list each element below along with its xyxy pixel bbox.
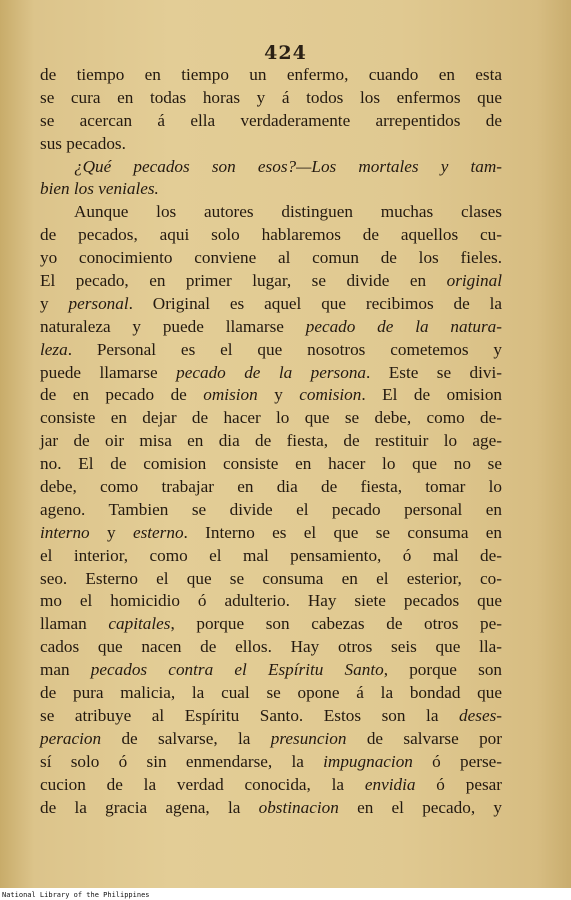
text-line: [40, 293, 502, 316]
text-line: [40, 270, 502, 293]
italic-text: leza: [40, 339, 68, 359]
text-line: [40, 133, 502, 156]
text-line: [40, 751, 502, 774]
italic-text: pecados contra el Espíritu Santo: [90, 660, 384, 680]
italic-text: original: [446, 271, 502, 291]
text-line: [40, 568, 502, 591]
page-number: 424: [264, 42, 307, 64]
text-line: [40, 545, 502, 568]
text-line: [40, 682, 502, 705]
italic-text: envidia: [364, 774, 416, 794]
text-segment: jar de oir misa en dia de fiesta, de restituir lo age-: [40, 431, 502, 451]
text-segment: debe, como trabajar en dia de fiesta, tomar lo: [40, 477, 502, 497]
text-segment: ó pesar: [415, 774, 502, 794]
text-segment: ageno. Tambien se divide el pecado personal en: [40, 499, 502, 519]
text-segment: de salvarse por: [346, 728, 503, 748]
text-segment: , porque son: [383, 660, 503, 680]
text-segment: de pecados, aqui solo hablaremos de aquellos cu-: [40, 225, 502, 245]
text-line: [40, 339, 502, 362]
text-line: [40, 156, 502, 179]
text-line: [40, 499, 502, 522]
text-segment: se acercan á ella verdaderamente arrepentidos de: [40, 110, 502, 130]
library-footer: National Library of the Philippines: [2, 891, 150, 899]
text-segment: puede llamarse: [40, 362, 177, 382]
text-segment: de tiempo en tiempo un enfermo, cuando en esta: [40, 65, 502, 84]
text-segment: se atribuye al Espíritu Santo. Estos son la: [40, 705, 460, 725]
text-segment: y: [89, 522, 133, 542]
italic-text: deses-: [459, 705, 502, 725]
text-line: [40, 613, 502, 636]
text-line: [40, 87, 502, 110]
text-line: [40, 201, 502, 224]
text-line: [40, 659, 502, 682]
text-line: [40, 224, 502, 247]
italic-text: obstinacion: [258, 797, 339, 817]
text-segment: sí solo ó sin enmendarse, la: [40, 751, 324, 771]
text-segment: Aunque los autores distinguen muchas clases: [74, 202, 502, 222]
text-segment: se cura en todas horas y á todos los enfermos que: [40, 87, 502, 107]
text-line: [40, 110, 502, 133]
italic-text: omision: [203, 385, 258, 405]
italic-text: comision: [299, 385, 362, 405]
text-segment: , porque son cabezas de otros pe-: [170, 614, 502, 634]
italic-text: presuncion: [270, 728, 347, 748]
text-line: [40, 453, 502, 476]
italic-text: interno: [40, 522, 90, 542]
text-segment: de pura malicia, la cual se opone á la bondad que: [40, 683, 502, 703]
italic-text: esterno: [132, 522, 184, 542]
text-segment: . Original es aquel que recibimos de la: [128, 293, 502, 313]
text-line: [40, 407, 502, 430]
text-segment: en el pecado, y: [338, 797, 502, 817]
text-line: [40, 64, 502, 87]
italic-text: impugnacion: [323, 751, 413, 771]
text-line: [40, 362, 502, 385]
text-segment: cucion de la verdad conocida, la: [40, 774, 365, 794]
text-segment: consiste en dejar de hacer lo que se debe, como de-: [40, 408, 502, 428]
text-line: [40, 316, 502, 339]
text-segment: . El de omision: [361, 385, 503, 405]
text-segment: el interior, como el mal pensamiento, ó mal de-: [40, 545, 502, 565]
text-line: [40, 636, 502, 659]
italic-text: peracion: [40, 728, 102, 748]
italic-text: pecado de la natura-: [305, 316, 502, 336]
italic-text: pecado de la persona: [176, 362, 367, 382]
text-segment: de la gracia agena, la: [40, 797, 259, 817]
body-text: [40, 64, 502, 819]
text-segment: mo el homicidio ó adulterio. Hay siete pecados que: [40, 591, 502, 611]
text-segment: de en pecado de: [40, 385, 204, 405]
text-line: [40, 430, 502, 453]
text-segment: ó perse-: [412, 751, 502, 771]
italic-text: bien los veniales.: [40, 179, 159, 199]
text-line: [40, 774, 502, 797]
text-segment: y: [40, 293, 69, 313]
text-segment: yo conocimiento conviene al comun de los fieles.: [40, 248, 502, 268]
text-line: [40, 522, 502, 545]
text-line: [40, 247, 502, 270]
italic-text: capitales: [108, 614, 171, 634]
text-line: [40, 590, 502, 613]
text-line: [40, 705, 502, 728]
text-segment: naturaleza y puede llamarse: [40, 316, 306, 336]
text-segment: de salvarse, la: [101, 728, 271, 748]
text-line: [40, 178, 502, 201]
text-segment: cados que nacen de ellos. Hay otros seis que lla-: [40, 637, 502, 657]
text-segment: llaman: [40, 614, 109, 634]
italic-text: Los mortales y tam-: [311, 156, 502, 176]
text-line: [40, 728, 502, 751]
text-line: [40, 384, 502, 407]
text-segment: El pecado, en primer lugar, se divide en: [40, 271, 447, 291]
text-segment: . Interno es el que se consuma en: [183, 522, 503, 542]
text-segment: sus pecados.: [40, 133, 126, 153]
italic-text: personal: [68, 293, 129, 313]
text-segment: . Personal es el que nosotros cometemos y: [67, 339, 502, 359]
italic-text: ¿Qué pecados son esos?—: [74, 156, 312, 176]
text-segment: no. El de comision consiste en hacer lo que no se: [40, 454, 502, 474]
text-segment: seo. Esterno el que se consuma en el esterior, co-: [40, 568, 502, 588]
text-segment: man: [40, 660, 91, 680]
text-segment: y: [257, 385, 300, 405]
text-segment: . Este se divi-: [366, 362, 502, 382]
text-line: [40, 476, 502, 499]
text-line: [40, 797, 502, 820]
